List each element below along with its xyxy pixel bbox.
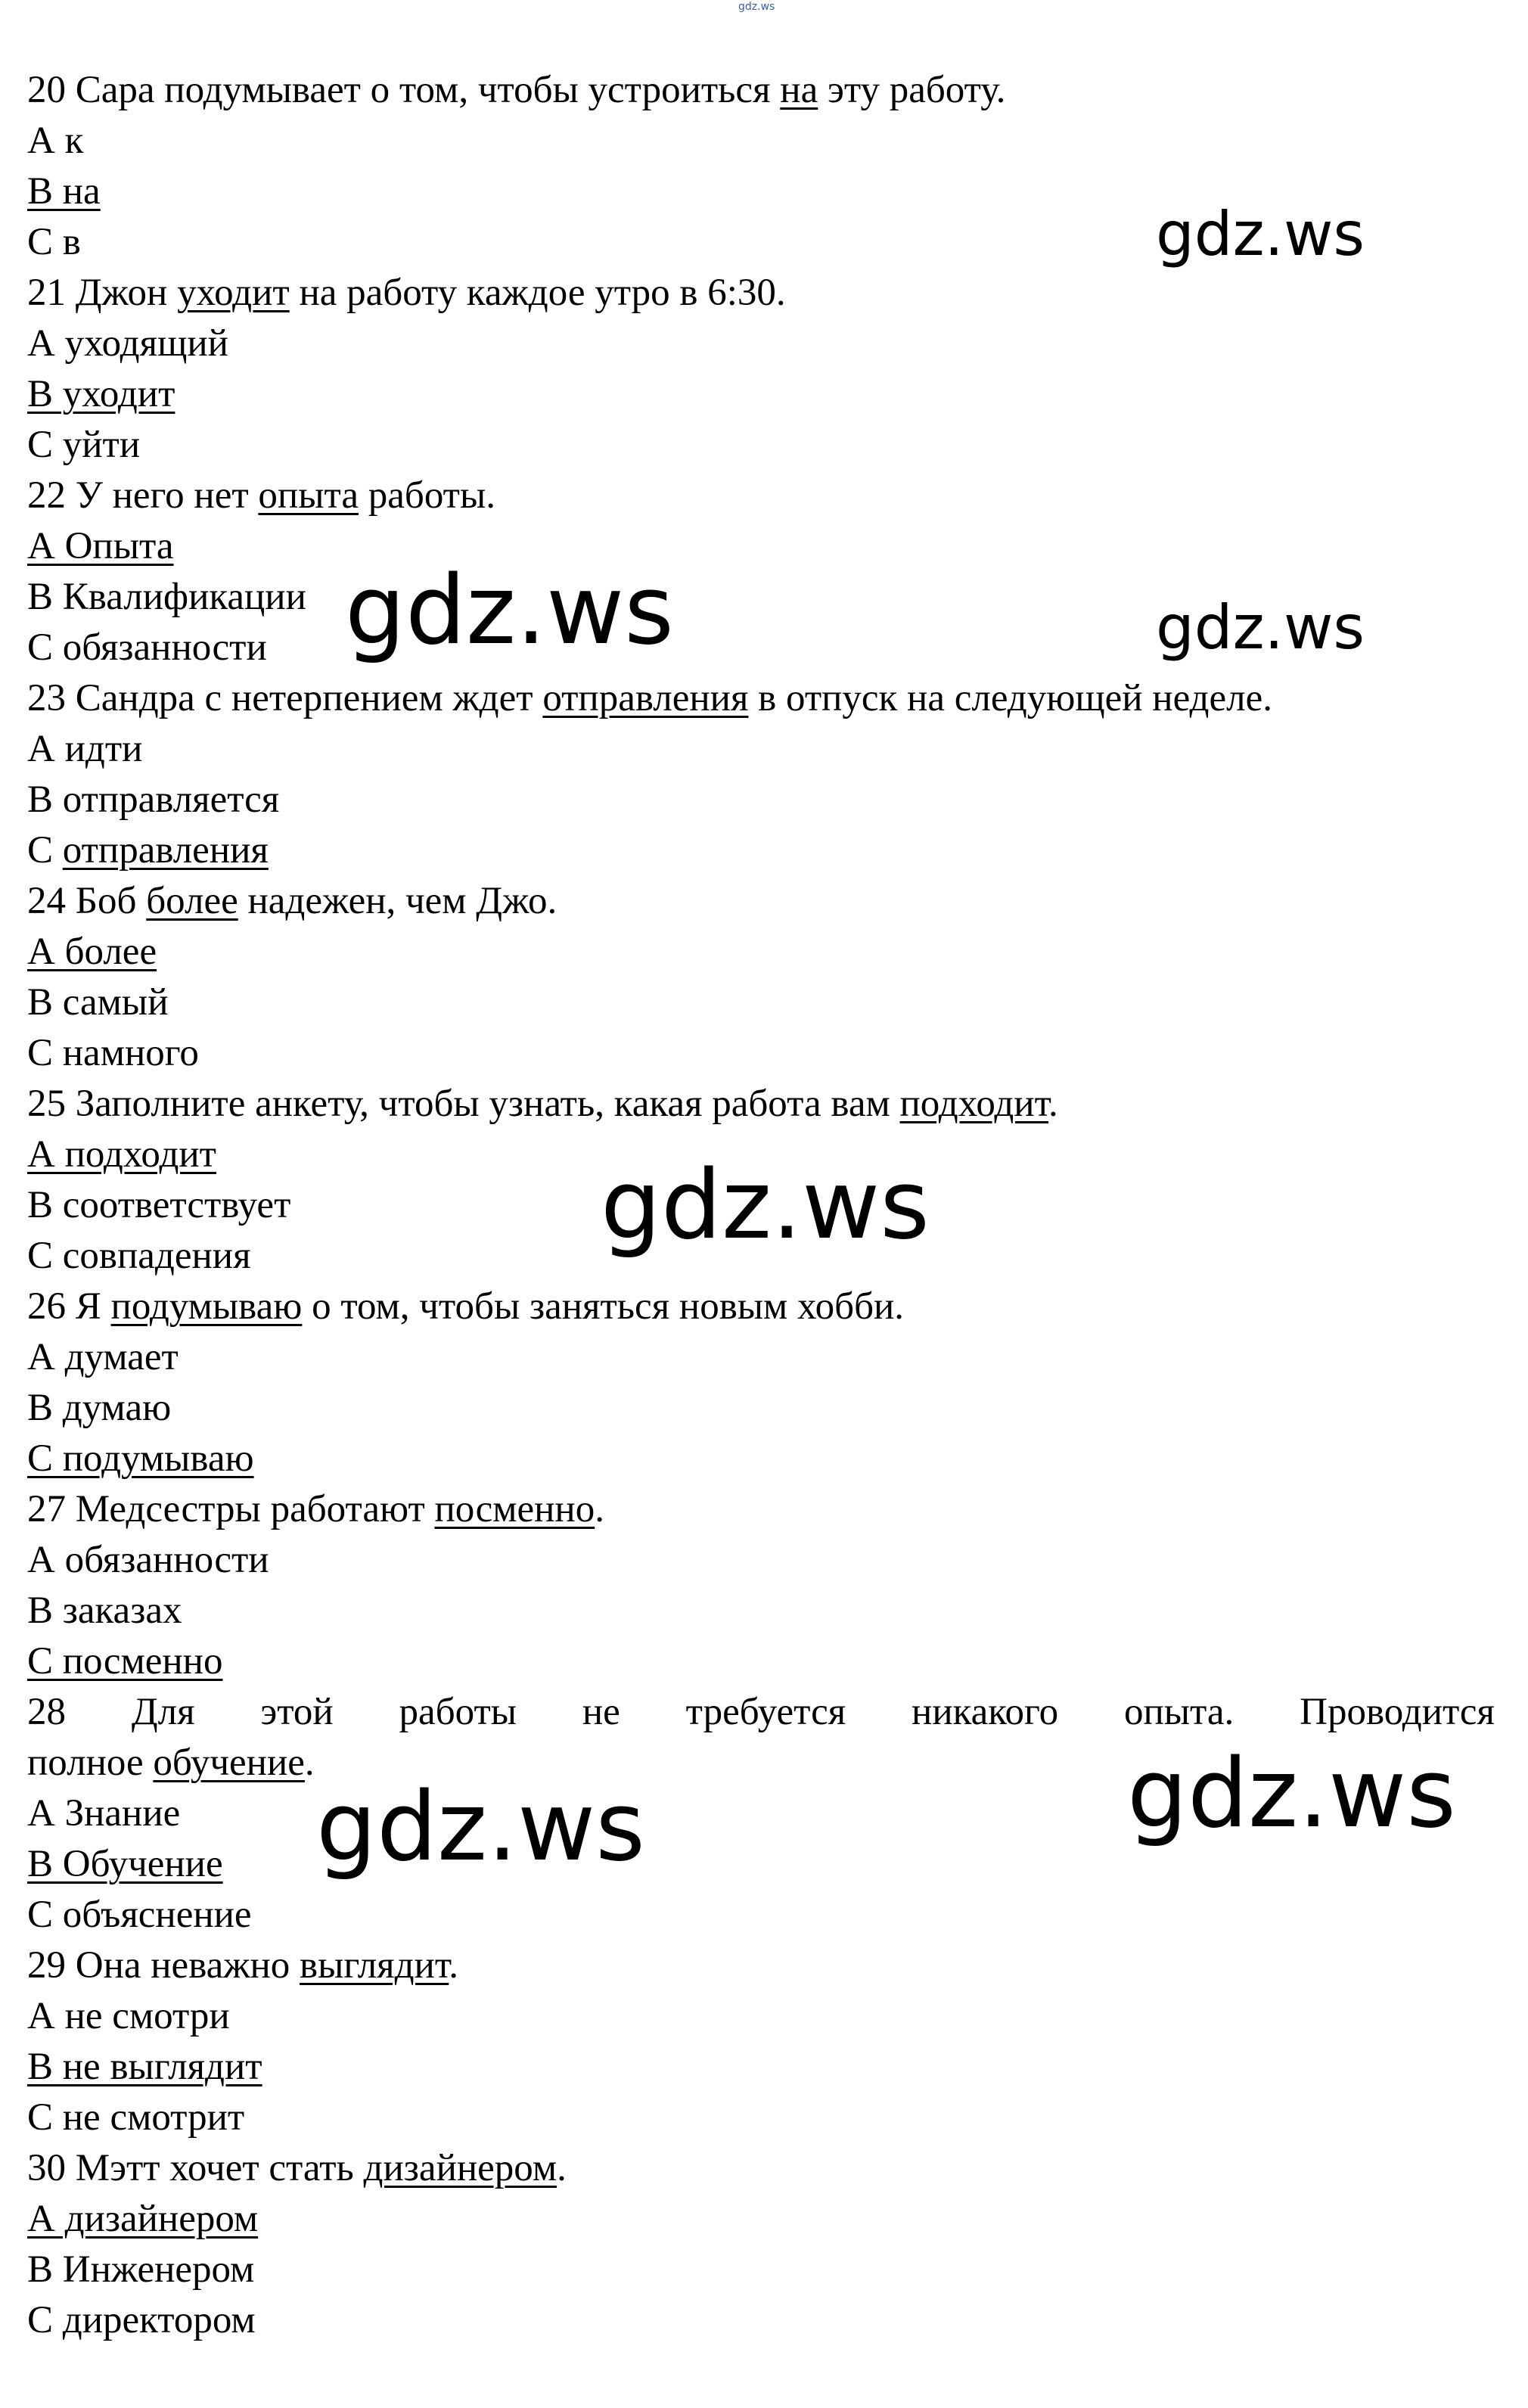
answer-option bbox=[27, 2194, 1495, 2245]
question-fragment: Заполните анкету, чтобы узнать, какая работа вам bbox=[75, 1083, 900, 1125]
correct-answer: В не выглядит bbox=[27, 2046, 262, 2088]
question-text: 28 Для этой работы не требуется никакого опыта. Проводится bbox=[27, 1691, 1495, 1733]
answer-option bbox=[27, 521, 1495, 572]
answer-option: А думает bbox=[27, 1336, 179, 1378]
correct-answer: А подходит bbox=[27, 1133, 216, 1176]
answer-option: С объяснение bbox=[27, 1894, 252, 1936]
answer-option: А уходящий bbox=[27, 322, 228, 365]
target-word: выглядит bbox=[300, 1944, 449, 1987]
question-fragment: . bbox=[595, 1488, 604, 1530]
target-word: уходит bbox=[177, 272, 290, 314]
question-fragment: о том, чтобы заняться новым хобби. bbox=[302, 1285, 905, 1328]
answer-option: А не смотри bbox=[27, 1995, 230, 2037]
answer-option: В Квалификации bbox=[27, 576, 306, 618]
question-fragment: У него нет bbox=[75, 474, 259, 517]
question-fragment: Для этой работы не требуется никакого опыта. Проводится bbox=[131, 1691, 1495, 1733]
question-fragment: . bbox=[1048, 1083, 1058, 1125]
answer-option: В Инженером bbox=[27, 2248, 255, 2291]
watermark: gdz.ws bbox=[316, 1771, 645, 1882]
watermark: gdz.ws bbox=[1156, 199, 1365, 269]
answer-option: В отправляется bbox=[27, 778, 280, 821]
question-text: 20 Сара подумывает о том, чтобы устроиться на эту работу. bbox=[27, 69, 1006, 111]
watermark: gdz.ws bbox=[345, 555, 674, 666]
question-fragment: Мэтт хочет стать bbox=[75, 2147, 364, 2189]
question-text: 25 Заполните анкету, чтобы узнать, какая работа вам подходит. bbox=[27, 1083, 1058, 1125]
correct-answer: А Опыта bbox=[27, 525, 174, 567]
target-word: опыта bbox=[258, 474, 359, 517]
question-fragment: Медсестры работают bbox=[75, 1488, 435, 1530]
correct-answer: А дизайнером bbox=[27, 2198, 259, 2240]
target-word: подумываю bbox=[110, 1285, 303, 1328]
question-fragment: Боб bbox=[75, 880, 147, 922]
watermark: gdz.ws bbox=[1156, 592, 1365, 663]
answer-option: С директором bbox=[27, 2299, 256, 2341]
answer-option: С в bbox=[27, 221, 81, 263]
answer-option: А к bbox=[27, 120, 84, 162]
question-fragment: Сара подумывает о том, чтобы устроиться bbox=[75, 69, 781, 111]
target-word: дизайнером bbox=[363, 2147, 557, 2189]
answer-option: В думаю bbox=[27, 1387, 172, 1429]
question-fragment: . bbox=[304, 1742, 315, 1784]
answer-option: С намного bbox=[27, 1032, 199, 1074]
watermark-small: gdz.ws bbox=[738, 1, 775, 13]
target-word: посменно bbox=[434, 1488, 595, 1530]
correct-answer: В Обучение bbox=[27, 1843, 223, 1885]
answer-option: В соответствует bbox=[27, 1184, 291, 1226]
target-word: подходит bbox=[899, 1083, 1049, 1125]
answer-option: С не смотрит bbox=[27, 2096, 245, 2139]
answer-option bbox=[27, 1636, 1495, 1687]
question-text: 22 У него нет опыта работы. bbox=[27, 474, 495, 517]
correct-answer: А более bbox=[27, 931, 157, 973]
question-fragment: Сандра с нетерпением ждет bbox=[75, 677, 543, 719]
answer-option: С уйти bbox=[27, 424, 141, 466]
answer-option: С обязанности bbox=[27, 626, 267, 669]
answer-option: С совпадения bbox=[27, 1235, 251, 1277]
question-text: 29 Она неважно выглядит. bbox=[27, 1944, 459, 1987]
answer-option bbox=[27, 1434, 1495, 1484]
correct-answer: отправления bbox=[62, 829, 269, 872]
question-fragment: эту работу. bbox=[818, 69, 1006, 111]
watermark: gdz.ws bbox=[601, 1149, 930, 1260]
target-word: обучение bbox=[153, 1742, 305, 1784]
question-fragment: Джон bbox=[75, 272, 178, 314]
question-text: 21 Джон уходит на работу каждое утро в 6:30. bbox=[27, 272, 786, 314]
question-text: 24 Боб более надежен, чем Джо. bbox=[27, 880, 557, 922]
question-fragment: в отпуск на следующей неделе. bbox=[748, 677, 1272, 719]
question-text: 23 Сандра с нетерпением ждет отправления в отпуск на следующей неделе. bbox=[27, 677, 1272, 719]
question-text: 26 Я подумываю о том, чтобы заняться новым хобби. bbox=[27, 1285, 905, 1328]
question-text: 30 Мэтт хочет стать дизайнером. bbox=[27, 2147, 567, 2189]
answer-option: А обязанности bbox=[27, 1539, 269, 1581]
question-fragment: на работу каждое утро в 6:30. bbox=[289, 272, 786, 314]
correct-answer: В уходит bbox=[27, 373, 175, 415]
target-word: отправления bbox=[542, 677, 749, 719]
answer-option bbox=[27, 2042, 1495, 2093]
correct-answer: С подумываю bbox=[27, 1437, 254, 1480]
question-fragment: Она неважно bbox=[75, 1944, 300, 1987]
question-fragment: . bbox=[449, 1944, 459, 1987]
answer-option bbox=[27, 369, 1495, 420]
question-fragment: надежен, чем Джо. bbox=[238, 880, 557, 922]
question-fragment: Я bbox=[75, 1285, 111, 1328]
answer-option: С отправления bbox=[27, 829, 269, 872]
question-text: 27 Медсестры работают посменно. bbox=[27, 1488, 604, 1530]
correct-answer: В на bbox=[27, 170, 101, 213]
answer-option: А Знание bbox=[27, 1792, 181, 1835]
answer-option: А идти bbox=[27, 728, 143, 770]
answer-option: В самый bbox=[27, 981, 169, 1024]
target-word: на bbox=[780, 69, 818, 111]
watermark: gdz.ws bbox=[1127, 1738, 1456, 1849]
question-fragment: работы. bbox=[359, 474, 495, 517]
question-fragment: . bbox=[557, 2147, 567, 2189]
answer-option: В заказах bbox=[27, 1589, 182, 1632]
question-fragment: полное bbox=[27, 1742, 154, 1784]
target-word: более bbox=[146, 880, 238, 922]
answer-option bbox=[27, 927, 1495, 977]
correct-answer: С посменно bbox=[27, 1640, 223, 1682]
